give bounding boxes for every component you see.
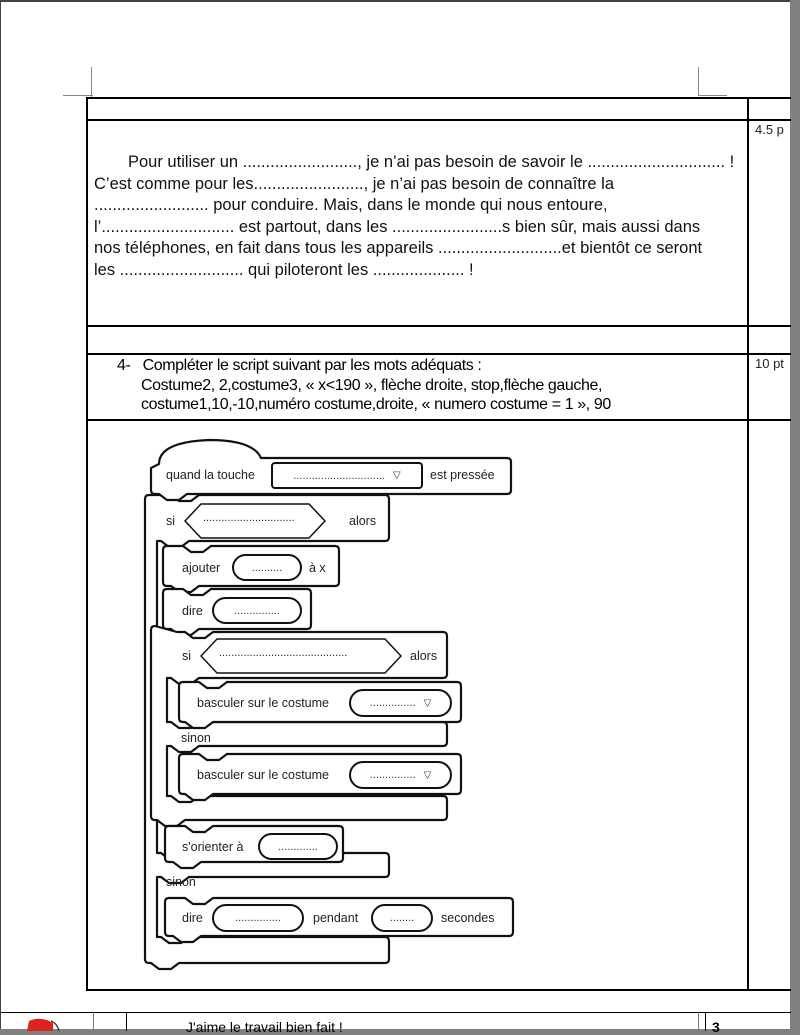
hat-block-suffix: est pressée <box>430 468 495 482</box>
change-x-label: ajouter <box>182 561 221 575</box>
points-label: 4.5 p <box>755 122 784 137</box>
costume-dropdown-value: ............... <box>369 769 416 781</box>
else-label: sinon <box>181 731 211 745</box>
point-direction-label: s'orienter à <box>182 840 244 854</box>
condition-value[interactable]: .............................. <box>203 512 295 524</box>
switch-costume-label: basculer sur le costume <box>197 768 330 782</box>
footer-divider <box>126 1012 127 1031</box>
paragraph-line: Pour utiliser un ........................., je n’ai pas besoin de savoir le .............................. ! <box>128 153 735 171</box>
costume-dropdown[interactable] <box>349 689 452 717</box>
if-label: si <box>166 514 176 528</box>
change-x-input[interactable] <box>232 554 302 581</box>
footer-divider <box>93 1012 94 1031</box>
exercise-title: Compléter le script suivant par les mots adéquats : <box>142 357 482 374</box>
footer-motto: J'aime le travail bien fait ! <box>186 1019 343 1035</box>
paragraph-line: l’............................. est partout, dans les ........................s bien sûr, mais aussi dans <box>94 217 701 236</box>
triangle-down-icon: ▽ <box>423 697 432 709</box>
footer-border <box>1 1012 791 1013</box>
hat-block-label: quand la touche <box>166 468 255 482</box>
seconds-label: secondes <box>441 911 495 925</box>
then-label: alors <box>349 514 377 528</box>
costume-dropdown[interactable] <box>349 761 452 789</box>
change-x-suffix: à x <box>309 561 326 575</box>
exercise-number: 4- <box>117 357 131 374</box>
seconds-value: ........ <box>389 912 415 924</box>
word-bank-line: Costume2, 2,costume3, « x<190 », flèche droite, stop,flèche gauche, <box>141 376 603 394</box>
costume-dropdown-value: ............... <box>369 697 416 709</box>
for-label: pendant <box>313 911 359 925</box>
triangle-down-icon: ▽ <box>392 470 401 481</box>
change-x-value: .......... <box>251 561 283 574</box>
scratch-script <box>1 2 791 1031</box>
say-label: dire <box>182 604 203 618</box>
paragraph-line: nos téléphones, en fait dans tous les appareils ...........................et bientôt ce seront <box>94 239 703 258</box>
points-label: 10 pt <box>755 356 784 371</box>
key-dropdown-value: .............................. <box>293 469 385 482</box>
then-label: alors <box>410 649 438 663</box>
seconds-input[interactable] <box>371 904 433 932</box>
direction-input[interactable] <box>258 833 338 860</box>
say-label: dire <box>182 911 203 925</box>
say-input[interactable] <box>212 597 302 624</box>
paragraph-line: ......................... pour conduire. Mais, dans le monde qui nous entoure, <box>94 196 608 215</box>
word-bank-line: costume1,10,-10,numéro costume,droite, « numero costume = 1 », 90 <box>141 396 611 413</box>
triangle-down-icon: ▽ <box>423 769 432 781</box>
key-dropdown[interactable] <box>271 462 423 489</box>
paragraph-line: les ........................... qui piloteront les .................... ! <box>94 260 474 279</box>
if-label: si <box>182 649 192 663</box>
say-value: ............... <box>235 912 281 924</box>
switch-costume-label: basculer sur le costume <box>197 696 330 710</box>
else-label: sinon <box>166 875 196 889</box>
paragraph-line: C’est comme pour les........................, je n’ai pas besoin de connaître la <box>94 174 614 193</box>
say-input[interactable] <box>212 904 304 932</box>
page-number: 3 <box>712 1019 720 1035</box>
condition-value[interactable]: .......................................... <box>219 647 348 659</box>
say-value: ............... <box>234 604 280 617</box>
direction-value: ............. <box>278 840 318 853</box>
footer-divider <box>705 1012 706 1031</box>
footer-divider <box>698 1012 699 1031</box>
